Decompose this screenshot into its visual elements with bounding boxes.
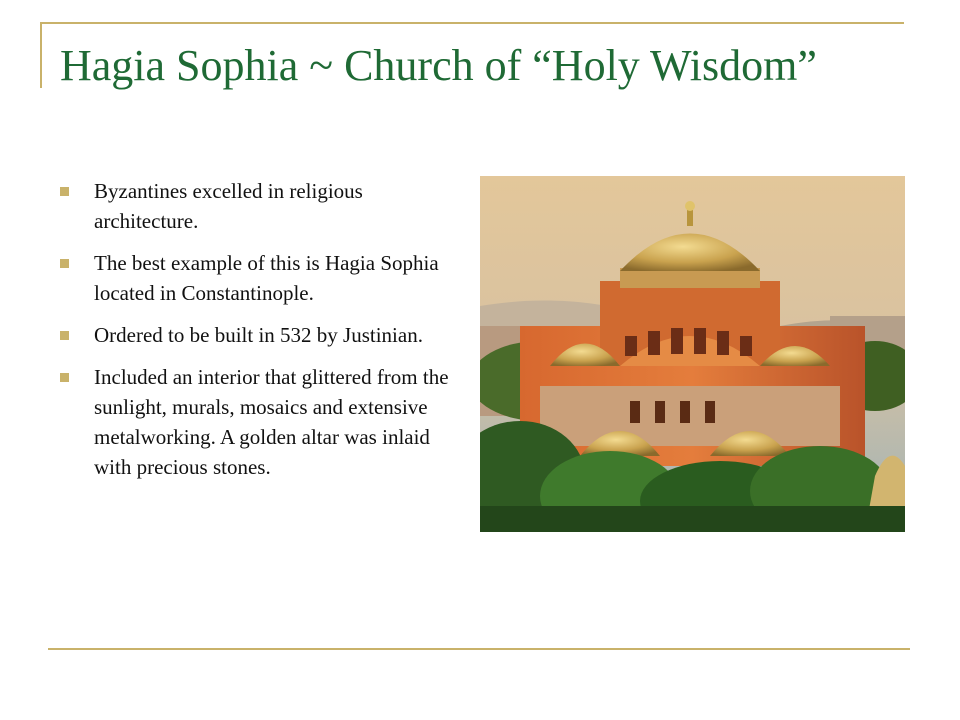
bullet-item [60,248,460,308]
bullet-text: The best example of this is Hagia Sophia located in Constantinople. [94,251,439,305]
bullet-item [60,176,460,236]
square-bullet-icon [60,187,69,196]
left-rule [40,22,42,88]
bullet-text: Byzantines excelled in religious architecture. [94,179,363,233]
bullet-item [60,320,460,350]
bottom-rule [48,648,910,650]
bullet-text: Ordered to be built in 532 by Justinian. [94,323,423,347]
bullet-item [60,362,460,482]
square-bullet-icon [60,331,69,340]
square-bullet-icon [60,373,69,382]
bullet-list [60,176,460,494]
square-bullet-icon [60,259,69,268]
hagia-sophia-photo [480,176,905,532]
slide-title: Hagia Sophia ~ Church of “Holy Wisdom” [60,41,817,90]
bullet-text: Included an interior that glittered from the sunlight, murals, mosaics and extensive metalworking. A golden altar was inlaid with precious stones. [94,365,449,479]
top-rule [42,22,904,24]
